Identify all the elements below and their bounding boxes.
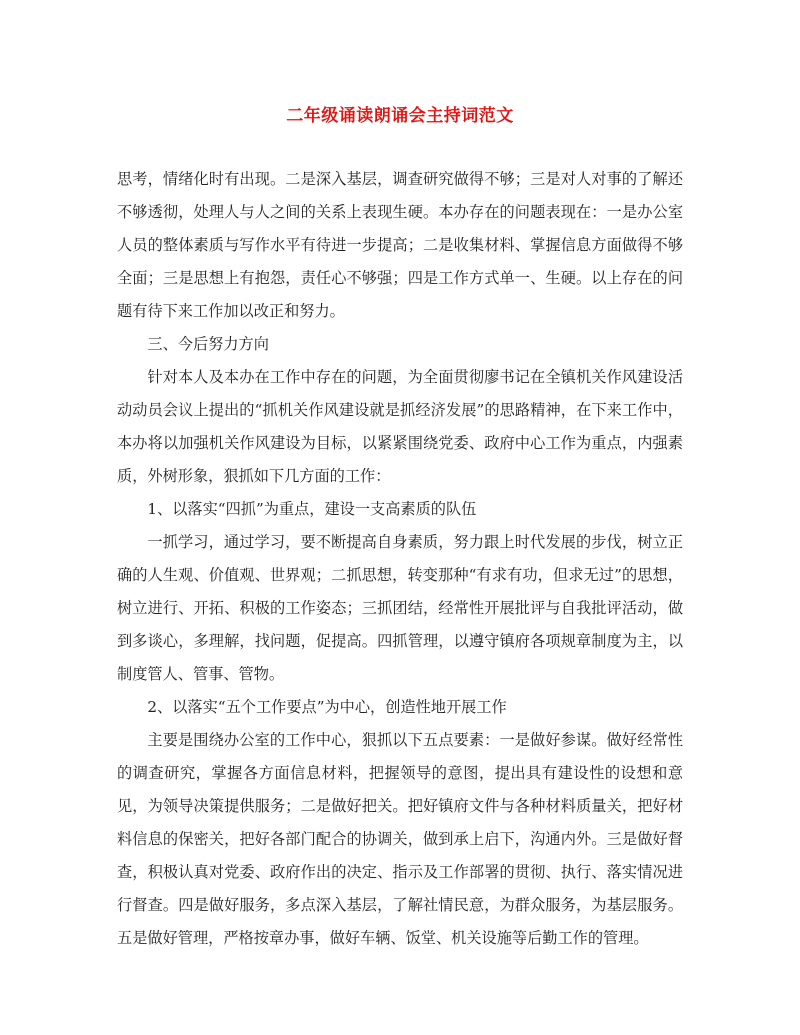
- subsection-heading: 1、以落实“四抓”为重点，建设一支高素质的队伍: [147, 500, 477, 518]
- subsection-heading: 2、以落实“五个工作要点”为中心，创造性地开展工作: [147, 698, 507, 716]
- body-paragraph: 思考，情绪化时有出现。二是深入基层，调查研究做得不够；三是对人对事的了解还不够透彻，处理人与人之间的关系上表现生硬。本办存在的问题表现在：一是办公室人员的整体素质与写作水平有待进一步提高；二是收集材料、掌握信息方面做得不够全面；三是思想上有抱怨，责任心不够强；四是工作方式单一、生硬。以上存在的问题有待下来工作加以改正和努力。: [117, 170, 683, 320]
- section-heading: 三、今后努力方向: [147, 335, 269, 353]
- body-paragraph: 主要是围绕办公室的工作中心，狠抓以下五点要素：一是做好参谋。做好经常性的调查研究，掌握各方面信息材料，把握领导的意图，提出具有建设性的设想和意见，为领导决策提供服务；二是做好把关。把好镇府文件与各种材料质量关，把好材料信息的保密关，把好各部门配合的协调关，做到承上启下，沟通内外。三是做好督查，积极认真对党委、政府作出的决定、指示及工作部署的贯彻、执行、落实情况进行督查。四是做好服务，多点深入基层，了解社情民意，为群众服务，为基层服务。五是做好管理，严格按章办事，做好车辆、饭堂、机关设施等后勤工作的管理。: [117, 731, 683, 947]
- body-paragraph: 一抓学习，通过学习，要不断提高自身素质，努力跟上时代发展的步伐，树立正确的人生观、价值观、世界观；二抓思想，转变那种“有求有功，但求无过”的思想，树立进行、开拓、积极的工作姿态；三抓团结，经常性开展批评与自我批评活动，做到多谈心，多理解，找问题，促提高。四抓管理，以遵守镇府各项规章制度为主，以制度管人、管事、管物。: [117, 533, 683, 683]
- document-body: [117, 163, 683, 955]
- body-paragraph: 针对本人及本办在工作中存在的问题，为全面贯彻廖书记在全镇机关作风建设活动动员会议上提出的“抓机关作风建设就是抓经济发展”的思路精神，在下来工作中，本办将以加强机关作风建设为目标，以紧紧围绕党委、政府中心工作为重点，内强素质，外树形象，狠抓如下几方面的工作：: [117, 368, 683, 485]
- document-title: 二年级诵读朗诵会主持词范文: [286, 106, 514, 126]
